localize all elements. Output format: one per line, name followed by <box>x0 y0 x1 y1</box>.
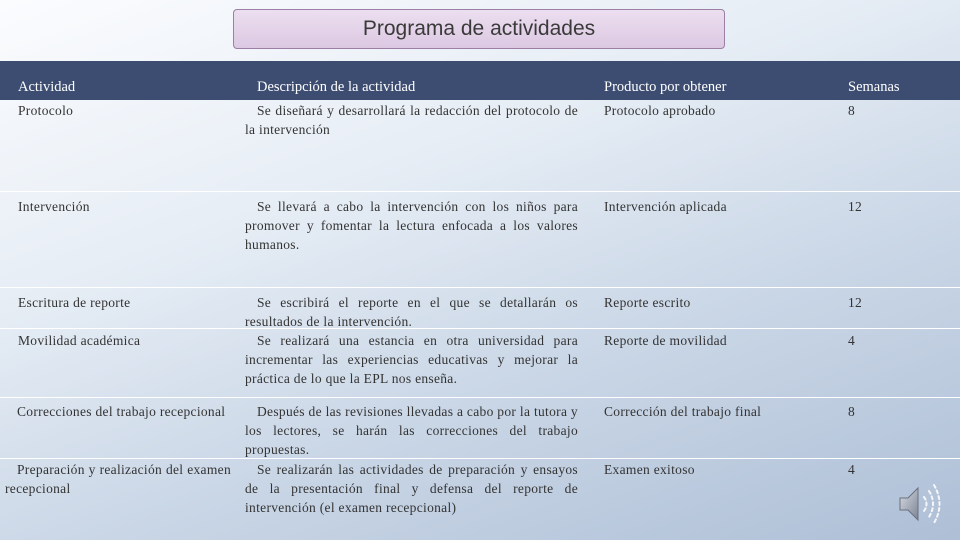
cell-producto: Protocolo aprobado <box>604 103 716 118</box>
cell-semanas: 4 <box>848 333 856 348</box>
header-actividad: Actividad <box>18 79 76 95</box>
cell-semanas: 12 <box>848 295 863 310</box>
row-divider <box>0 191 960 192</box>
slide-title <box>233 9 725 49</box>
cell-actividad: Movilidad académica <box>18 333 141 348</box>
cell-producto: Corrección del trabajo final <box>604 404 762 419</box>
cell-actividad: Protocolo <box>18 103 74 118</box>
row-divider <box>0 287 960 288</box>
cell-descripcion: Se realizarán las actividades de preparación y ensayos de la presentación final y defensa del reporte de intervención (el examen recepcional) <box>245 462 578 515</box>
cell-descripcion: Se diseñará y desarrollará la redacción del protocolo de la intervención <box>245 103 578 137</box>
cell-semanas: 8 <box>848 404 856 419</box>
cell-descripcion: Se realizará una estancia en otra universidad para incrementar las experiencias educativas y mejorar la práctica de lo que la EPL nos enseña. <box>245 333 578 386</box>
cell-semanas: 4 <box>848 462 856 477</box>
cell-actividad: Intervención <box>18 199 90 214</box>
slide-title-text: Programa de actividades <box>362 17 596 40</box>
cell-producto: Reporte escrito <box>604 295 691 310</box>
cell-actividad: Escritura de reporte <box>18 295 131 310</box>
header-descripcion: Descripción de la actividad <box>257 79 416 95</box>
cell-actividad: Preparación y realización del examen recepcional <box>5 462 231 496</box>
cell-descripcion: Después de las revisiones llevadas a cabo por la tutora y los lectores, se harán las correcciones del trabajo propuestas. <box>245 404 578 457</box>
cell-semanas: 8 <box>848 103 856 118</box>
cell-descripcion: Se escribirá el reporte en el que se detallarán os resultados de la intervención. <box>245 295 578 329</box>
cell-producto: Examen exitoso <box>604 462 695 477</box>
cell-producto: Intervención aplicada <box>604 199 727 214</box>
cell-descripcion: Se llevará a cabo la intervención con los niños para promover y fomentar la lectura enfocada a los valores humanos. <box>245 199 578 252</box>
cell-semanas: 12 <box>848 199 863 214</box>
header-producto: Producto por obtener <box>604 79 727 95</box>
header-semanas: Semanas <box>848 79 900 95</box>
cell-producto: Reporte de movilidad <box>604 333 727 348</box>
table-header-bar <box>0 61 960 100</box>
row-divider <box>0 397 960 398</box>
cell-actividad: Correcciones del trabajo recepcional <box>17 404 226 419</box>
speaker-icon[interactable] <box>896 480 952 528</box>
